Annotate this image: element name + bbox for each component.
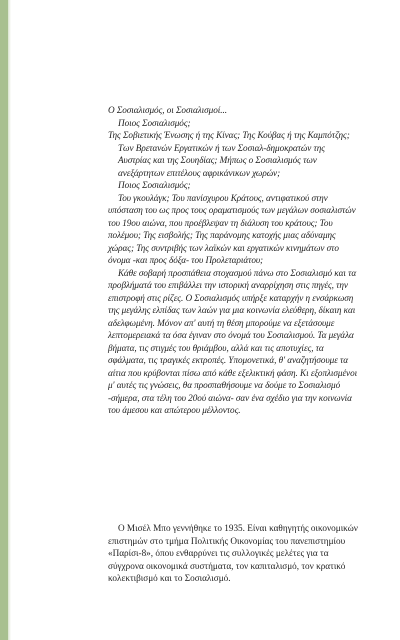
blurb-paragraph: Του γκουλάγκ; Του πανίσχυρου Κράτους, αντιφατικού στην υπόσταση του ως προς τους οραματισμούς των μεγάλων σοσιαλιστών του 19ου αιώνα, που προέβλεψαν τη διάλυση του κράτους; Του πολέμου; Της εισβολής; Της παράνομης κατοχής μιας αδύναμης χώρας; Της συντριβής των λαϊκών και εργατικών κινημάτων στο όνομα -και προς δόξα- του Προλεταριάτου; (108, 192, 356, 265)
blurb-paragraph: Ο Σοσιαλισμός, οι Σοσιαλισμοί... (108, 105, 227, 115)
blurb-paragraph: Της Σοβιετικής Ένωσης ή της Κίνας; Της Κούβας ή της Καμπότζης; Των Βρετανών Εργατικών ή των Σοσιαλ-δημοκρατών της Αυστρίας και της Σουηδίας; Μήπως ο Σοσιαλισμός των ανεξάρτητων επιτέλους αφρικάνικων χωρών; (108, 130, 350, 178)
blurb-paragraph: Ποιος Σοσιαλισμός; (118, 180, 191, 190)
back-cover-blurb (108, 104, 358, 417)
blurb-paragraph: Κάθε σοβαρή προσπάθεια στοχασμού πάνω στο Σοσιαλισμό και τα προβλήματά του επιβάλλει την ιστορική αναρρίχηση στις πηγές, την επιστροφή στις ρίζες. Ο Σοσιαλισμός υπήρξε καταρχήν η ενσάρκωση της μεγάλης ελπίδας των λαών για μια κοινωνία ελεύθερη, δίκαιη και αδελφωμένη. Μόνον απ' αυτή τη θέση μπορούμε να εξετάσουμε λεπτομερειακά τα όσα έγιναν στο όνομά του Σοσιαλισμού. Τα μεγάλα βήματα, τις στιγμές του θριάμβου, αλλά και τις αποτυχίες, τα σφάλματα, τις τραγικές εκτροπές. Υπομονετικά, θ' αναζητήσουμε τα αίτια που κρύβονται πίσω από κάθε εξελικτική φάση. Κι εξοπλισμένοι μ' αυτές τις γνώσεις, θα προσπαθήσουμε να δούμε το Σοσιαλισμό -σήμερα, στα τέλη του 20ού αιώνα- σαν ένα σχέδιο για την κοινωνία του άμεσου και απώτερου μέλλοντος. (108, 267, 358, 415)
blurb-paragraph: Ποιος Σοσιαλισμός; (118, 117, 191, 128)
cover-spine-edge (8, 0, 11, 640)
cover-spine-strip (0, 0, 8, 640)
author-bio: Ο Μισέλ Μπο γεννήθηκε το 1935. Είναι καθηγητής οικονομικών επιστημών στο τμήμα Πολιτικής Οικονομίας του πανεπιστημίου «Παρίσι-8», όπου ενθαρρύνει τις συλλογικές μελέτες για τα σύγχρονα οικονομικά συστήματα, τον καπιταλισμό, τον κρατικό κολεκτιβισμό και το Σοσιαλισμό. (108, 523, 358, 584)
